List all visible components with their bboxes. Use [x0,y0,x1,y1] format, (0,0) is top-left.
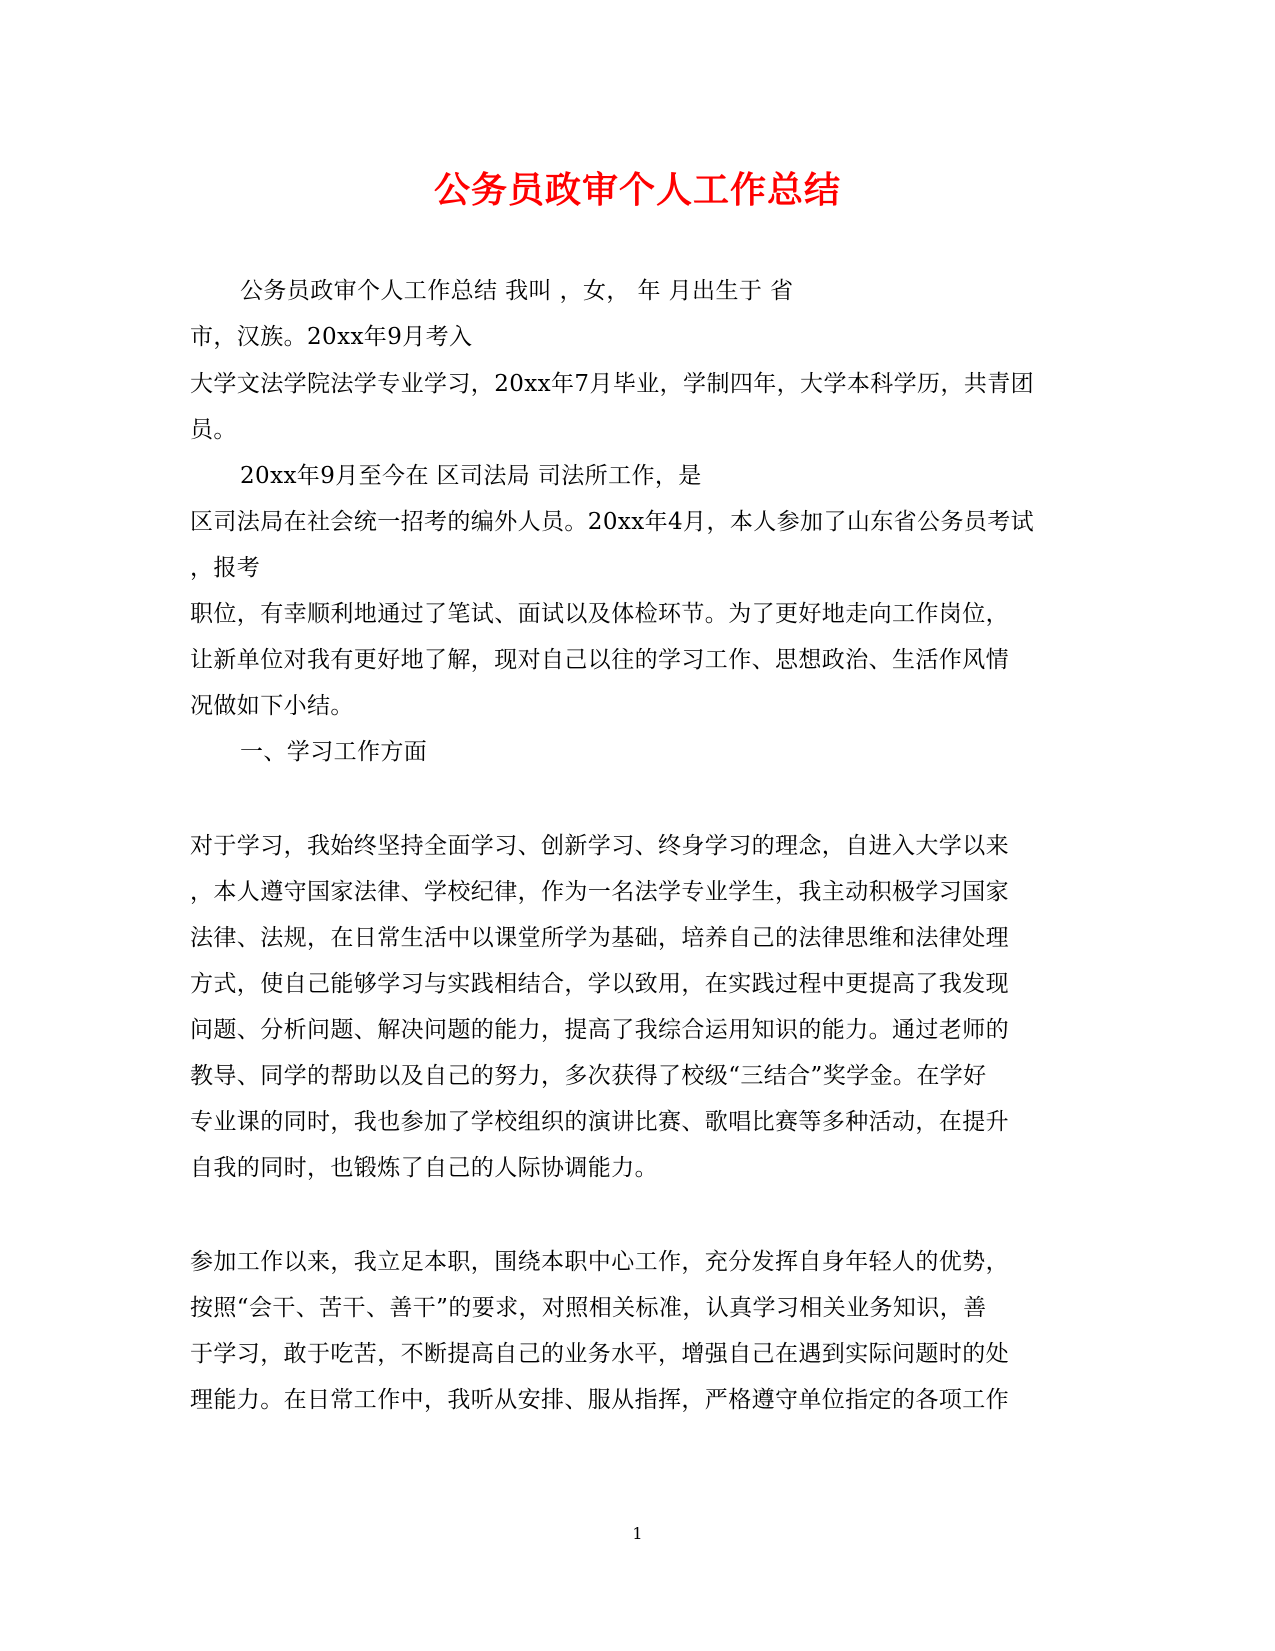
paragraph-line: 问题、分析问题、解决问题的能力，提高了我综合运用知识的能力。通过老师的 [190,1017,1009,1043]
document-title: 公务员政审个人工作总结 [433,169,841,211]
paragraph-line: 理能力。在日常工作中，我听从安排、服从指挥，严格遵守单位指定的各项工作 [190,1387,1009,1413]
paragraph-line: ，本人遵守国家法律、学校纪律，作为一名法学专业学生，我主动积极学习国家 [190,879,1009,905]
paragraph-line: 市，汉族。20xx年9月考入 [190,324,473,350]
paragraph-line: 于学习，敢于吃苦，不断提高自己的业务水平，增强自己在遇到实际问题时的处 [190,1341,1009,1367]
paragraph-line: 职位，有幸顺利地通过了笔试、面试以及体检环节。为了更好地走向工作岗位， [190,601,1009,627]
paragraph-line: 公务员政审个人工作总结 我叫 ，女， 年 月出生于 省 [240,278,794,304]
paragraph-line: ，报考 [190,555,261,581]
page-number: 1 [632,1524,643,1543]
section-heading: 一、学习工作方面 [240,739,428,765]
paragraph-line: 员。 [190,417,237,443]
paragraph-line: 对于学习，我始终坚持全面学习、创新学习、终身学习的理念，自进入大学以来 [190,833,1009,859]
paragraph-line: 方式，使自己能够学习与实践相结合，学以致用，在实践过程中更提高了我发现 [190,971,1009,997]
paragraph-line: 让新单位对我有更好地了解，现对自己以往的学习工作、思想政治、生活作风情 [190,647,1009,673]
paragraph-line: 区司法局在社会统一招考的编外人员。20xx年4月，本人参加了山东省公务员考试 [190,509,1035,535]
paragraph-line: 大学文法学院法学专业学习，20xx年7月毕业，学制四年，大学本科学历，共青团 [190,371,1035,397]
paragraph-line: 法律、法规，在日常生活中以课堂所学为基础，培养自己的法律思维和法律处理 [190,925,1009,951]
paragraph-line: 20xx年9月至今在 区司法局 司法所工作，是 [240,463,702,489]
paragraph-line: 况做如下小结。 [190,693,354,719]
paragraph-line: 参加工作以来，我立足本职，围绕本职中心工作，充分发挥自身年轻人的优势， [190,1249,1009,1275]
paragraph-line: 按照“会干、苦干、善干”的要求，对照相关标准，认真学习相关业务知识，善 [190,1295,987,1321]
paragraph-line: 自我的同时，也锻炼了自己的人际协调能力。 [190,1155,658,1181]
paragraph-line: 专业课的同时，我也参加了学校组织的演讲比赛、歌唱比赛等多种活动，在提升 [190,1109,1009,1135]
paragraph-line: 教导、同学的帮助以及自己的努力，多次获得了校级“三结合”奖学金。在学好 [190,1063,987,1089]
